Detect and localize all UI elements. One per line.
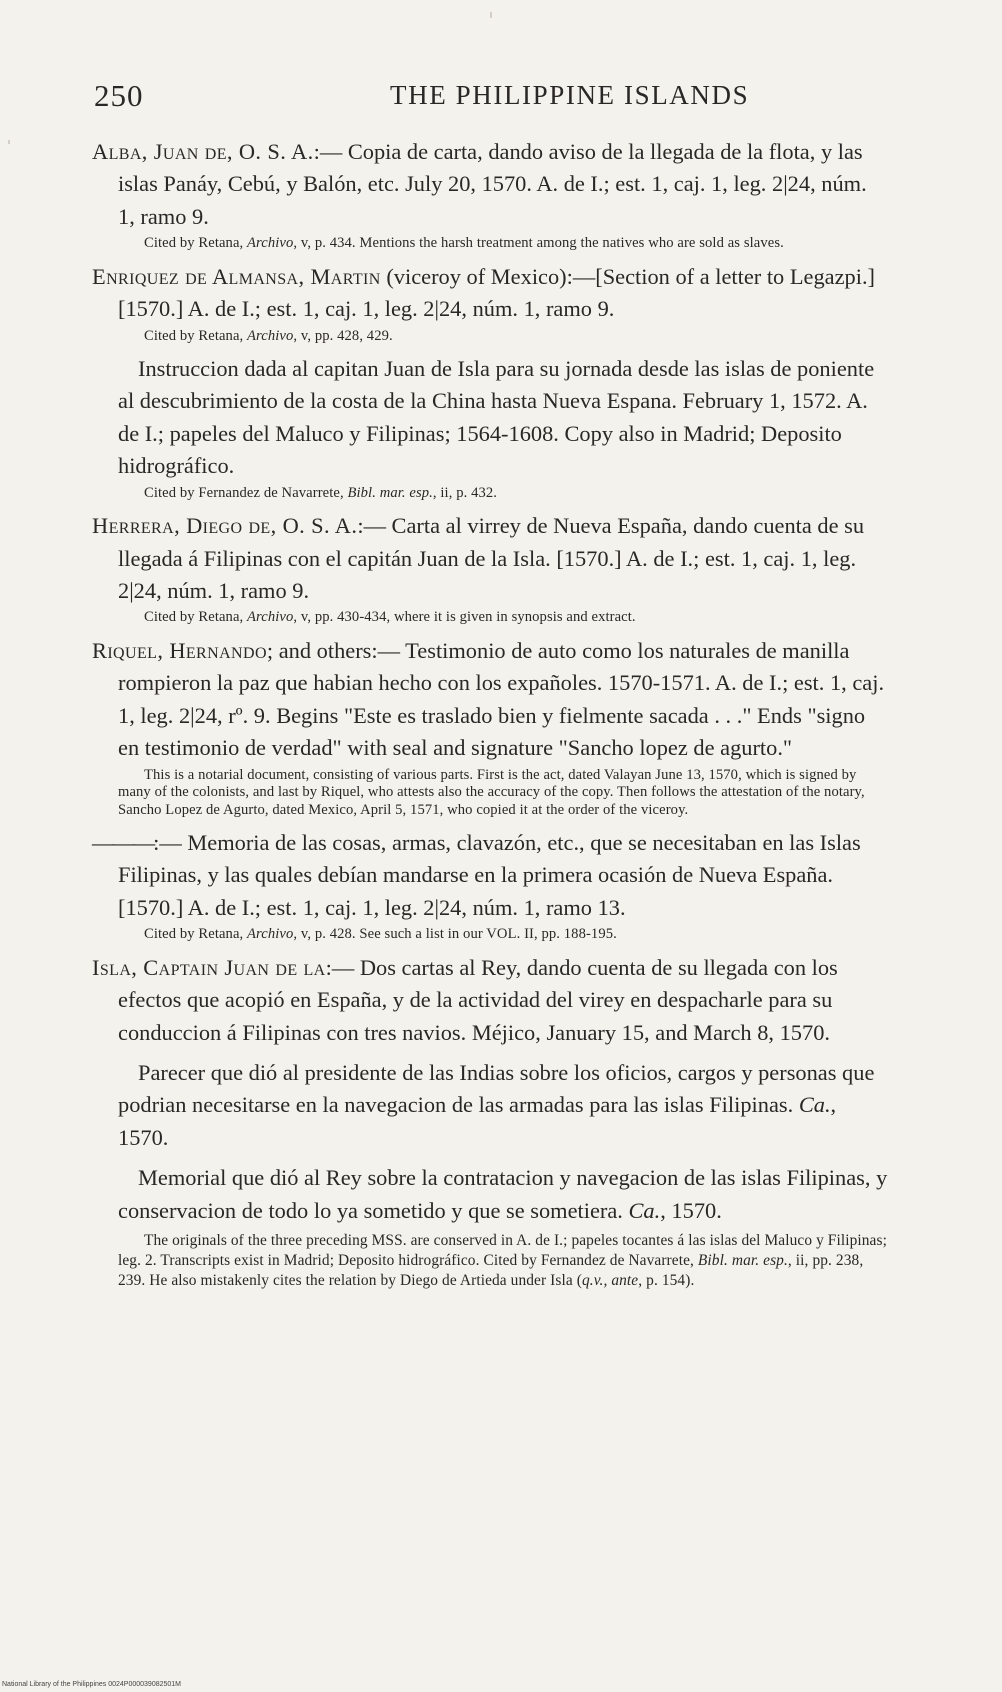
entry-isla <box>92 952 888 1049</box>
closing-note-part: , p. 154). <box>638 1271 695 1289</box>
entry-author: Enriquez de Almansa, Martin <box>92 263 381 289</box>
entry-author: Riquel, Hernando <box>92 637 267 663</box>
para-tail: , 1570. <box>118 1092 837 1150</box>
closing-note-part: , ii, pp. 238, 239. He also mistakenly cites the relation by Diego de Artieda under Isla ( <box>118 1251 864 1289</box>
entry-herrera <box>92 510 888 607</box>
entry-note <box>144 609 888 627</box>
note-suffix: , ii, p. 432. <box>432 484 498 501</box>
running-title: THE PHILIPPINE ISLANDS <box>390 80 750 110</box>
entry-note <box>144 235 888 253</box>
entry-instruccion: Instruccion dada al capitan Juan de Isla para su jornada desde las islas de poniente al descubrimiento de la costa de la China hasta Nueva Espana. February 1, 1572. A. de I.; papeles del Maluco y Filipinas; 1564-1608. Copy also in Madrid; Deposito hidrográfico. <box>118 356 875 479</box>
note-prefix: Cited by Retana, <box>144 609 248 626</box>
note-prefix: Cited by Fernandez de Navarrete, <box>144 484 348 501</box>
scan-speck <box>490 12 492 18</box>
entry-riquel <box>92 635 888 765</box>
page-number: 250 <box>94 78 144 113</box>
entry-memorial <box>92 1162 888 1227</box>
entry-text: (viceroy of Mexico):—[Section of a letter to Legazpi.] [1570.] A. de I.; est. 1, caj. 1, leg. 2|24, núm. 1, ramo 9. <box>118 263 876 322</box>
note-prefix: Cited by Retana, <box>144 327 248 344</box>
note-italic: Archivo <box>247 327 294 344</box>
entry-note <box>144 485 888 503</box>
entry-author: Isla, Captain Juan de la <box>92 954 326 980</box>
entry-alba <box>92 136 888 233</box>
note-prefix: Cited by Retana, <box>144 235 248 252</box>
closing-note-part: The originals of the three preceding MSS. are conserved in A. de I.; papeles tocantes á las islas del Maluco y Filipinas; leg. 2. Transcripts exist in Madrid; Deposito hidrográfico. Cited by Fernandez de Navarrete, <box>118 1231 887 1269</box>
scan-credit: National Library of the Philippines 0024P000039082501M <box>2 1681 182 1688</box>
entry-text: :— Carta al virrey de Nueva España, dando cuenta de su llegada á Filipinas con el capitán Juan de la Isla. [1570.] A. de I.; est. 1, caj. 1, leg. 2|24, núm. 1, ramo 9. <box>118 513 865 603</box>
note-italic: Archivo <box>247 926 294 943</box>
entry-note <box>144 328 888 346</box>
closing-note-italic: Bibl. mar. esp. <box>697 1251 788 1269</box>
entry-enriquez <box>92 261 888 326</box>
entry-author: Herrera, Diego de, O. S. A. <box>92 513 358 539</box>
para-italic: Ca. <box>628 1197 661 1223</box>
para-text: Memorial que dió al Rey sobre la contratacion y navegacion de las islas Filipinas, y conservacion de todo lo ya sometido y que se sometiera. <box>118 1165 888 1223</box>
note-italic: Archivo <box>247 235 294 252</box>
closing-note <box>118 1231 888 1291</box>
entry-author-dash: ——— <box>92 830 154 855</box>
bibliography-entries <box>92 136 888 1299</box>
entry-note <box>144 926 888 944</box>
entry-text: :— Dos cartas al Rey, dando cuenta de su llegada con los efectos que acopió en España, y de la actividad del virey en despacharle para su conduccion á Filipinas con tres navios. Méjico, January 15, and March 8, 1570. <box>118 954 838 1045</box>
note-italic: Bibl. mar. esp. <box>347 484 433 501</box>
para-text: Parecer que dió al presidente de las Indias sobre los oficios, cargos y personas que podrian necesitarse en la navegacion de las armadas para las islas Filipinas. <box>118 1059 875 1118</box>
para-italic: Ca. <box>798 1092 831 1118</box>
entry-parecer <box>92 1057 888 1154</box>
page-header <box>92 76 910 120</box>
entry-text: :— Memoria de las cosas, armas, clavazón, etc., que se necesitaban en las Islas Filipinas, y las quales debían mandarse en la primera ocasión de Nueva España. [1570.] A. de I.; est. 1, caj. 1, leg. 2|24, núm. 1, ramo 13. <box>118 830 861 920</box>
scan-speck <box>8 140 10 144</box>
closing-note-italic: q.v., ante <box>581 1271 639 1289</box>
note-suffix: , v, p. 434. Mentions the harsh treatment among the natives who are sold as slaves. <box>293 235 784 252</box>
entry-text: :— Copia de carta, dando aviso de la llegada de la flota, y las islas Panáy, Cebú, y Balón, etc. July 20, 1570. A. de I.; est. 1, caj. 1, leg. 2|24, núm. 1, ramo 9. <box>118 139 867 229</box>
note-suffix: , v, p. 428. See such a list in our VOL. II, pp. 188-195. <box>293 926 617 943</box>
note-suffix: , v, pp. 428, 429. <box>293 327 393 344</box>
para-tail: , 1570. <box>660 1197 722 1223</box>
note-italic: Archivo <box>247 609 294 626</box>
note-prefix: Cited by Retana, <box>144 926 248 943</box>
entry-note: This is a notarial document, consisting of various parts. First is the act, dated Valayan June 13, 1570, which is signed by many of the colonists, and last by Riquel, who attests also the accuracy of the copy. Then follows the attestation of the notary, Sancho Lopez de Agurto, dated Mexico, April 5, 1571, who copied it at the order of the viceroy. <box>118 766 865 818</box>
note-suffix: , v, pp. 430-434, where it is given in synopsis and extract. <box>293 609 636 626</box>
entry-text: ; and others:— Testimonio de auto como los naturales de manilla rompieron la paz que habian hecho con los expañoles. 1570-1571. A. de I.; est. 1, caj. 1, leg. 2|24, rº. 9. Begins "Este es traslado bien y fielmente sacada . . ." Ends "signo en testimonio de verdad" with seal and signature "Sancho lopez de agurto." <box>118 637 885 761</box>
entry-memoria <box>92 827 888 924</box>
entry-author: Alba, Juan de, O. S. A. <box>92 139 314 164</box>
